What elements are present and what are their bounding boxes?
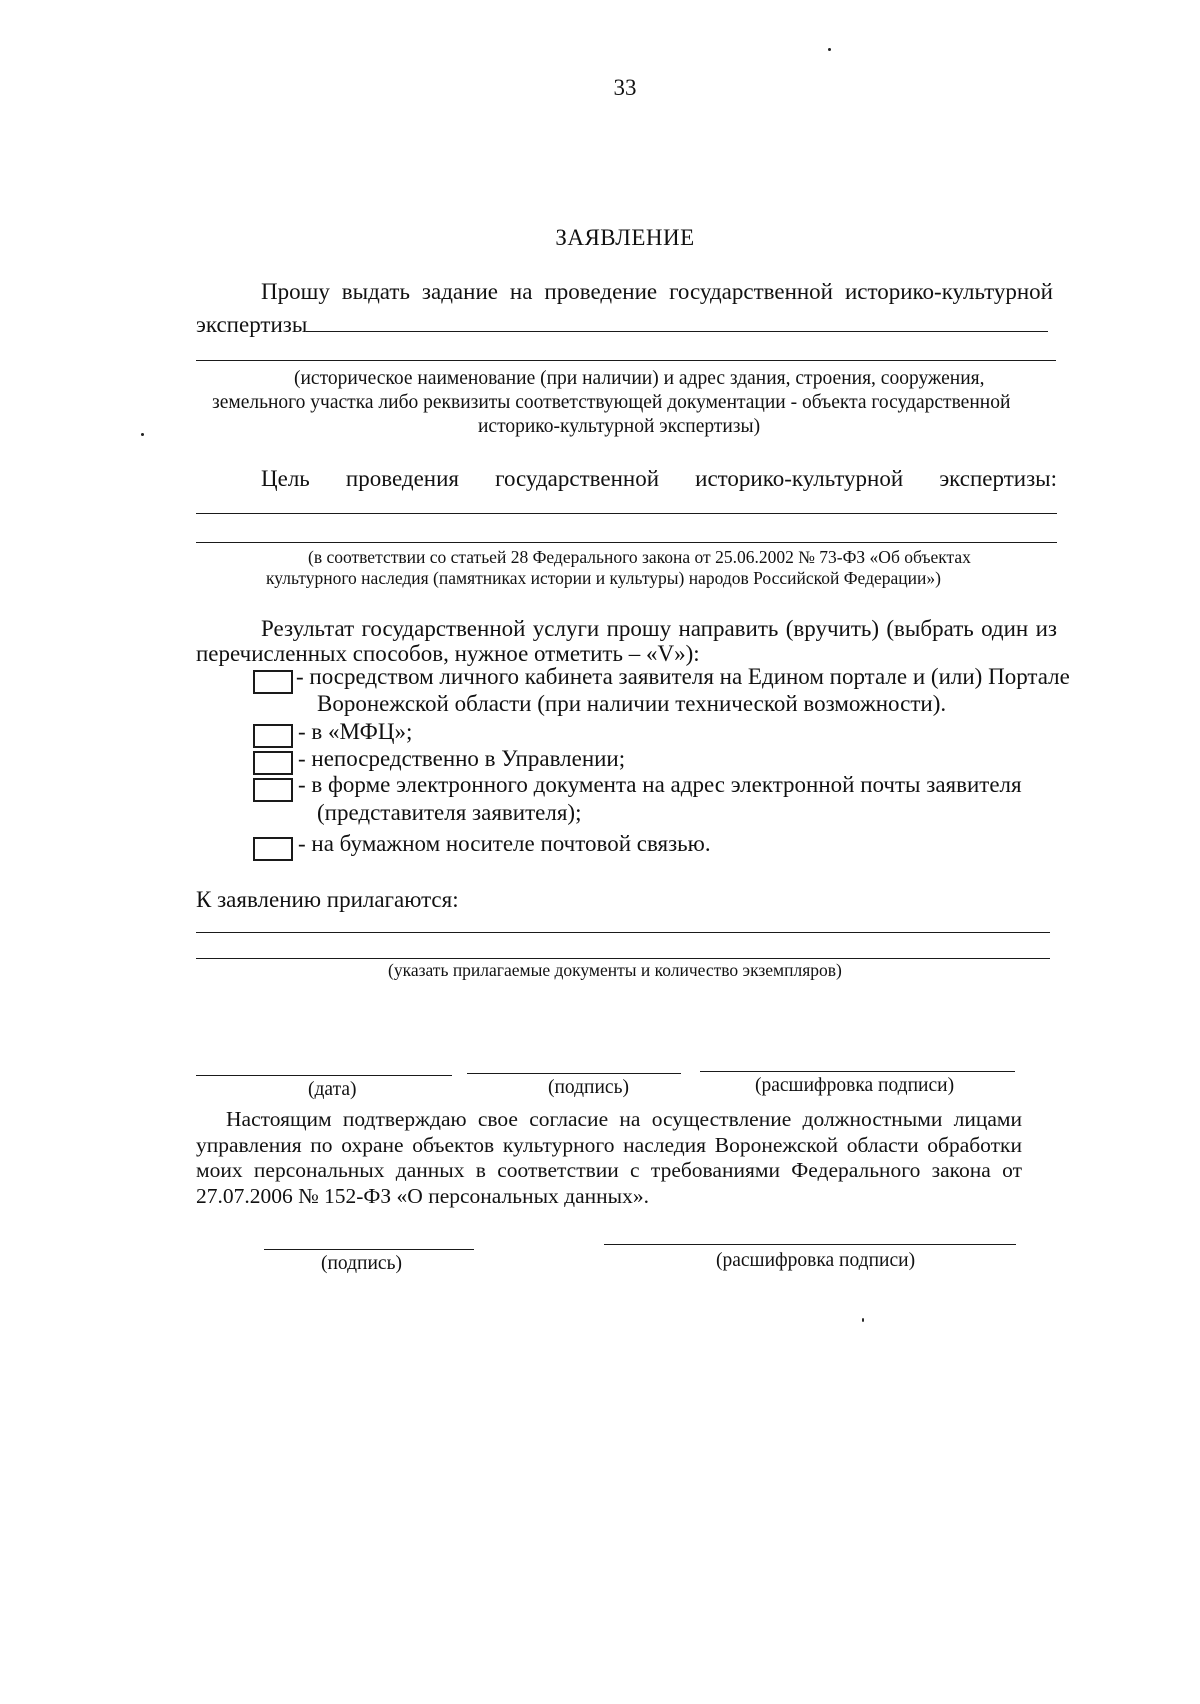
purpose-word-1: Цель (261, 466, 310, 491)
scan-speck (828, 48, 831, 51)
attachments-field-1[interactable] (196, 932, 1050, 933)
option-email-line-1: - в форме электронного документа на адрес электронной почты заявителя (298, 772, 1022, 797)
consent-signature-field[interactable] (264, 1249, 474, 1250)
document-title: ЗАЯВЛЕНИЕ (555, 225, 695, 250)
request-line-1 (261, 279, 1053, 305)
purpose-field-1[interactable] (196, 513, 1057, 514)
option-portal-line-2: Воронежской области (при наличии технической возможности). (317, 691, 947, 716)
option-email-line-2: (представителя заявителя); (317, 800, 582, 825)
date-label: (дата) (308, 1079, 357, 1100)
option-checkbox-portal[interactable] (253, 670, 293, 694)
signature-label: (подпись) (548, 1077, 629, 1098)
purpose-field-2[interactable] (196, 542, 1057, 543)
purpose-word-3: государственной (495, 466, 660, 491)
option-checkbox-office[interactable] (253, 751, 293, 775)
signature-decoding-label: (расшифровка подписи) (755, 1075, 955, 1096)
purpose-word-5: экспертизы: (939, 466, 1057, 491)
request-line-1-text: Прошу выдать задание на проведение государственной историко-культурной (261, 279, 1053, 304)
consent-decoding-field[interactable] (604, 1244, 1016, 1245)
option-checkbox-mfc[interactable] (253, 724, 293, 748)
option-mfc-label: - в «МФЦ»; (298, 719, 413, 744)
option-portal-line-1: - посредством личного кабинета заявителя на Едином портале и (или) Портале (296, 664, 1070, 689)
result-line-2: перечисленных способов, нужное отметить – «V»): (196, 641, 700, 666)
consent-signature-label: (подпись) (321, 1253, 402, 1274)
result-line-1-text: Результат государственной услуги прошу направить (вручить) (выбрать один из (261, 616, 1057, 641)
option-post-label: - на бумажном носителе почтовой связью. (298, 831, 711, 856)
consent-decoding-label: (расшифровка подписи) (716, 1250, 916, 1271)
date-field[interactable] (196, 1075, 452, 1076)
scan-speck (862, 1318, 864, 1322)
option-checkbox-email[interactable] (253, 778, 293, 802)
purpose-word-2: проведения (345, 466, 459, 491)
scan-speck (141, 433, 144, 436)
request-line-2-prefix: экспертизы (196, 312, 308, 337)
result-line-1 (261, 616, 1057, 642)
expertise-object-field[interactable] (306, 331, 1048, 332)
attachments-label: К заявлению прилагаются: (196, 887, 459, 912)
signature-decoding-field[interactable] (700, 1071, 1015, 1072)
option-office-label: - непосредственно в Управлении; (298, 746, 626, 771)
object-hint-line-2: земельного участка либо реквизиты соответствующей документации - объекта государственной (212, 392, 1011, 413)
purpose-hint-line-2: культурного наследия (памятниках истории и культуры) народов Российской Федерации») (266, 568, 941, 588)
consent-text: Настоящим подтверждаю свое согласие на осуществление должностными лицами управления по охране объектов культурного наследия Воронежской области обработки моих персональных данных в соответствии с требованиями Федерального закона от 27.07.2006 № 152-ФЗ «О персональных данных». (196, 1107, 1022, 1208)
signature-field[interactable] (467, 1073, 681, 1074)
page-number: 33 (613, 75, 637, 100)
attachments-hint: (указать прилагаемые документы и количество экземпляров) (388, 960, 842, 980)
purpose-hint-line-1: (в соответствии со статьей 28 Федерального закона от 25.06.2002 № 73-ФЗ «Об объектах (308, 547, 971, 567)
attachments-field-2[interactable] (196, 958, 1050, 959)
object-hint-line-1: (историческое наименование (при наличии) и адрес здания, строения, сооружения, (294, 368, 985, 389)
object-hint-line-3: историко-культурной экспертизы) (478, 416, 761, 437)
purpose-line (261, 466, 1057, 492)
expertise-object-field-2[interactable] (196, 360, 1056, 361)
purpose-word-4: историко-культурной (695, 466, 904, 491)
option-checkbox-post[interactable] (253, 837, 293, 861)
